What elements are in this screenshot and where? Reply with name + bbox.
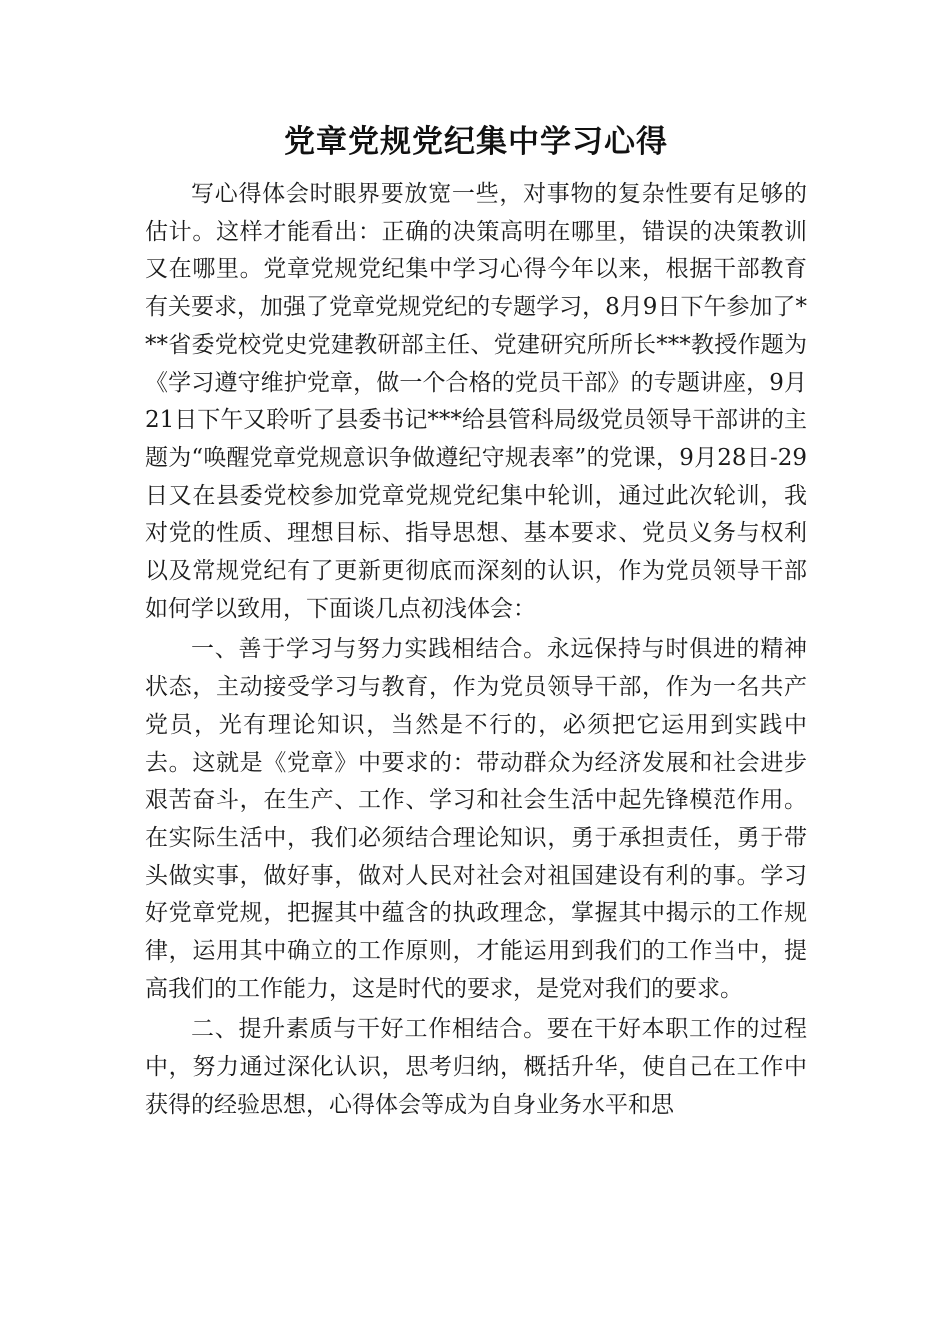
paragraph-point-one: 一、善于学习与努力实践相结合。永远保持与时俱进的精神状态，主动接受学习与教育，作为党员领导干部，作为一名共产党员，光有理论知识，当然是不行的，必须把它运用到实践中去。这就是《党章》中要求的：带动群众为经济发展和社会进步艰苦奋斗，在生产、工作、学习和社会生活中起先锋模范作用。在实际生活中，我们必须结合理论知识，勇于承担责任，勇于带头做实事，做好事，做对人民对社会对祖国建设有利的事。学习好党章党规，把握其中蕴含的执政理念，掌握其中揭示的工作规律，运用其中确立的工作原则，才能运用到我们的工作当中，提高我们的工作能力，这是时代的要求，是党对我们的要求。 bbox=[145, 636, 807, 1002]
paragraph-point-two: 二、提升素质与干好工作相结合。要在干好本职工作的过程中，努力通过深化认识，思考归纳，概括升华，使自己在工作中获得的经验思想，心得体会等成为自身业务水平和思 bbox=[145, 1016, 807, 1118]
document-page bbox=[145, 118, 807, 1125]
document-title: 党章党规党纪集中学习心得 bbox=[284, 124, 668, 160]
paragraph-intro: 写心得体会时眼界要放宽一些，对事物的复杂性要有足够的估计。这样才能看出：正确的决策高明在哪里，错误的决策教训又在哪里。党章党规党纪集中学习心得今年以来，根据干部教育有关要求，加强了党章党规党纪的专题学习，8月9日下午参加了***省委党校党史党建教研部主任、党建研究所所长***教授作题为《学习遵守维护党章，做一个合格的党员干部》的专题讲座，9月21日下午又聆听了县委书记***给县管科局级党员领导干部讲的主题为“唤醒党章党规意识争做遵纪守规表率”的党课，9月28日-29日又在县委党校参加党章党规党纪集中轮训，通过此次轮训，我对党的性质、理想目标、指导思想、基本要求、党员义务与权利以及常规党纪有了更新更彻底而深刻的认识，作为党员领导干部如何学以致用，下面谈几点初浅体会： bbox=[145, 181, 807, 622]
